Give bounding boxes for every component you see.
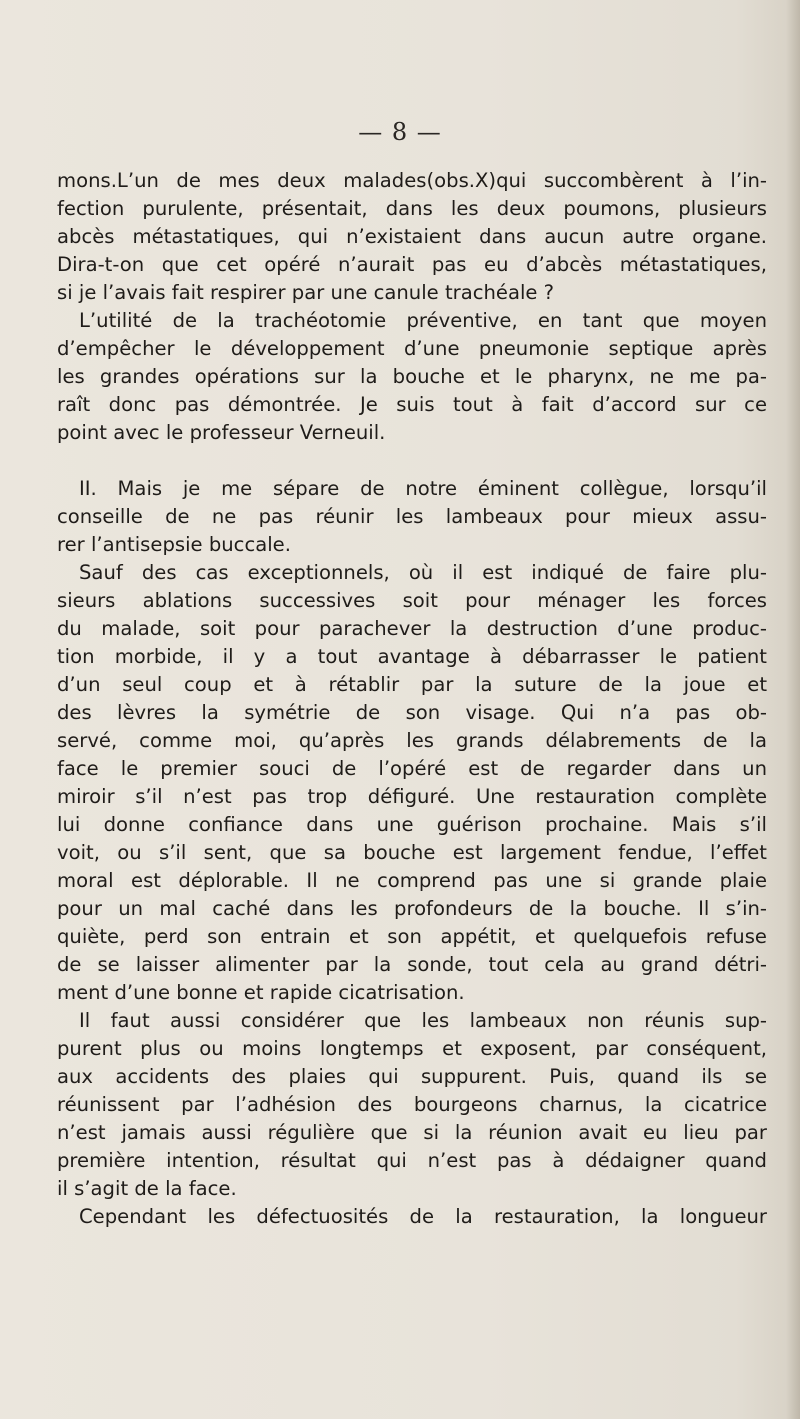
text-line: fection purulente, présentait, dans les deux poumons, plusieurs	[57, 197, 767, 220]
text-line: pour un mal caché dans les profondeurs de la bouche. Il s’in-	[57, 897, 767, 920]
text-line: raît donc pas démontrée. Je suis tout à fait d’accord sur ce	[57, 393, 767, 416]
page-number: — 8 —	[358, 118, 442, 146]
text-line: conseille de ne pas réunir les lambeaux pour mieux assu-	[57, 505, 767, 528]
section-gap	[57, 447, 767, 475]
text-line: du malade, soit pour parachever la destruction d’une produc-	[57, 617, 767, 640]
text-line: sieurs ablations successives soit pour ménager les forces	[57, 589, 767, 612]
page-edge-shadow	[786, 0, 800, 1419]
text-line: Dira-t-on que cet opéré n’aurait pas eu d’abcès métastatiques,	[57, 253, 767, 276]
paragraph	[57, 1203, 767, 1231]
text-line: aux accidents des plaies qui suppurent. Puis, quand ils se	[57, 1065, 767, 1088]
text-line: de se laisser alimenter par la sonde, tout cela au grand détri-	[57, 953, 767, 976]
text-line: d’empêcher le développement d’une pneumonie septique après	[57, 337, 767, 360]
text-line: réunissent par l’adhésion des bourgeons charnus, la cicatrice	[57, 1093, 767, 1116]
text-line: servé, comme moi, qu’après les grands délabrements de la	[57, 729, 767, 752]
text-line: voit, ou s’il sent, que sa bouche est largement fendue, l’effet	[57, 841, 767, 864]
text-line: tion morbide, il y a tout avantage à débarrasser le patient	[57, 645, 767, 668]
text-line: lui donne confiance dans une guérison prochaine. Mais s’il	[57, 813, 767, 836]
text-line: Cependant les défectuosités de la restauration, la longueur	[79, 1205, 767, 1228]
text-line: des lèvres la symétrie de son visage. Qui n’a pas ob-	[57, 701, 767, 724]
text-line: purent plus ou moins longtemps et exposent, par conséquent,	[57, 1037, 767, 1060]
text-line: n’est jamais aussi régulière que si la réunion avait eu lieu par	[57, 1121, 767, 1144]
body-text	[57, 167, 767, 1231]
paragraph	[57, 1007, 767, 1203]
paragraph	[57, 475, 767, 559]
text-line: rer l’antisepsie buccale.	[57, 533, 291, 556]
paragraph	[57, 307, 767, 447]
paragraph	[57, 559, 767, 1007]
text-line: quiète, perd son entrain et son appétit, et quelquefois refuse	[57, 925, 767, 948]
text-line: Il faut aussi considérer que les lambeaux non réunis sup-	[79, 1009, 767, 1032]
paragraph	[57, 167, 767, 307]
text-line: première intention, résultat qui n’est pas à dédaigner quand	[57, 1149, 767, 1172]
text-line: Sauf des cas exceptionnels, où il est indiqué de faire plu-	[79, 561, 767, 584]
text-line: il s’agit de la face.	[57, 1177, 237, 1200]
text-line: point avec le professeur Verneuil.	[57, 421, 386, 444]
text-line: abcès métastatiques, qui n’existaient dans aucun autre organe.	[57, 225, 767, 248]
text-line: d’un seul coup et à rétablir par la suture de la joue et	[57, 673, 767, 696]
text-line: mons.L’un de mes deux malades(obs.X)qui succombèrent à l’in-	[57, 169, 767, 192]
text-line: si je l’avais fait respirer par une canule trachéale ?	[57, 281, 555, 304]
text-line: miroir s’il n’est pas trop défiguré. Une restauration complète	[57, 785, 767, 808]
text-line: face le premier souci de l’opéré est de regarder dans un	[57, 757, 767, 780]
text-line: L’utilité de la trachéotomie préventive, en tant que moyen	[79, 309, 767, 332]
text-line: ment d’une bonne et rapide cicatrisation.	[57, 981, 465, 1004]
text-line: II. Mais je me sépare de notre éminent collègue, lorsqu’il	[79, 477, 767, 500]
text-line: moral est déplorable. Il ne comprend pas une si grande plaie	[57, 869, 767, 892]
text-line: les grandes opérations sur la bouche et le pharynx, ne me pa-	[57, 365, 767, 388]
